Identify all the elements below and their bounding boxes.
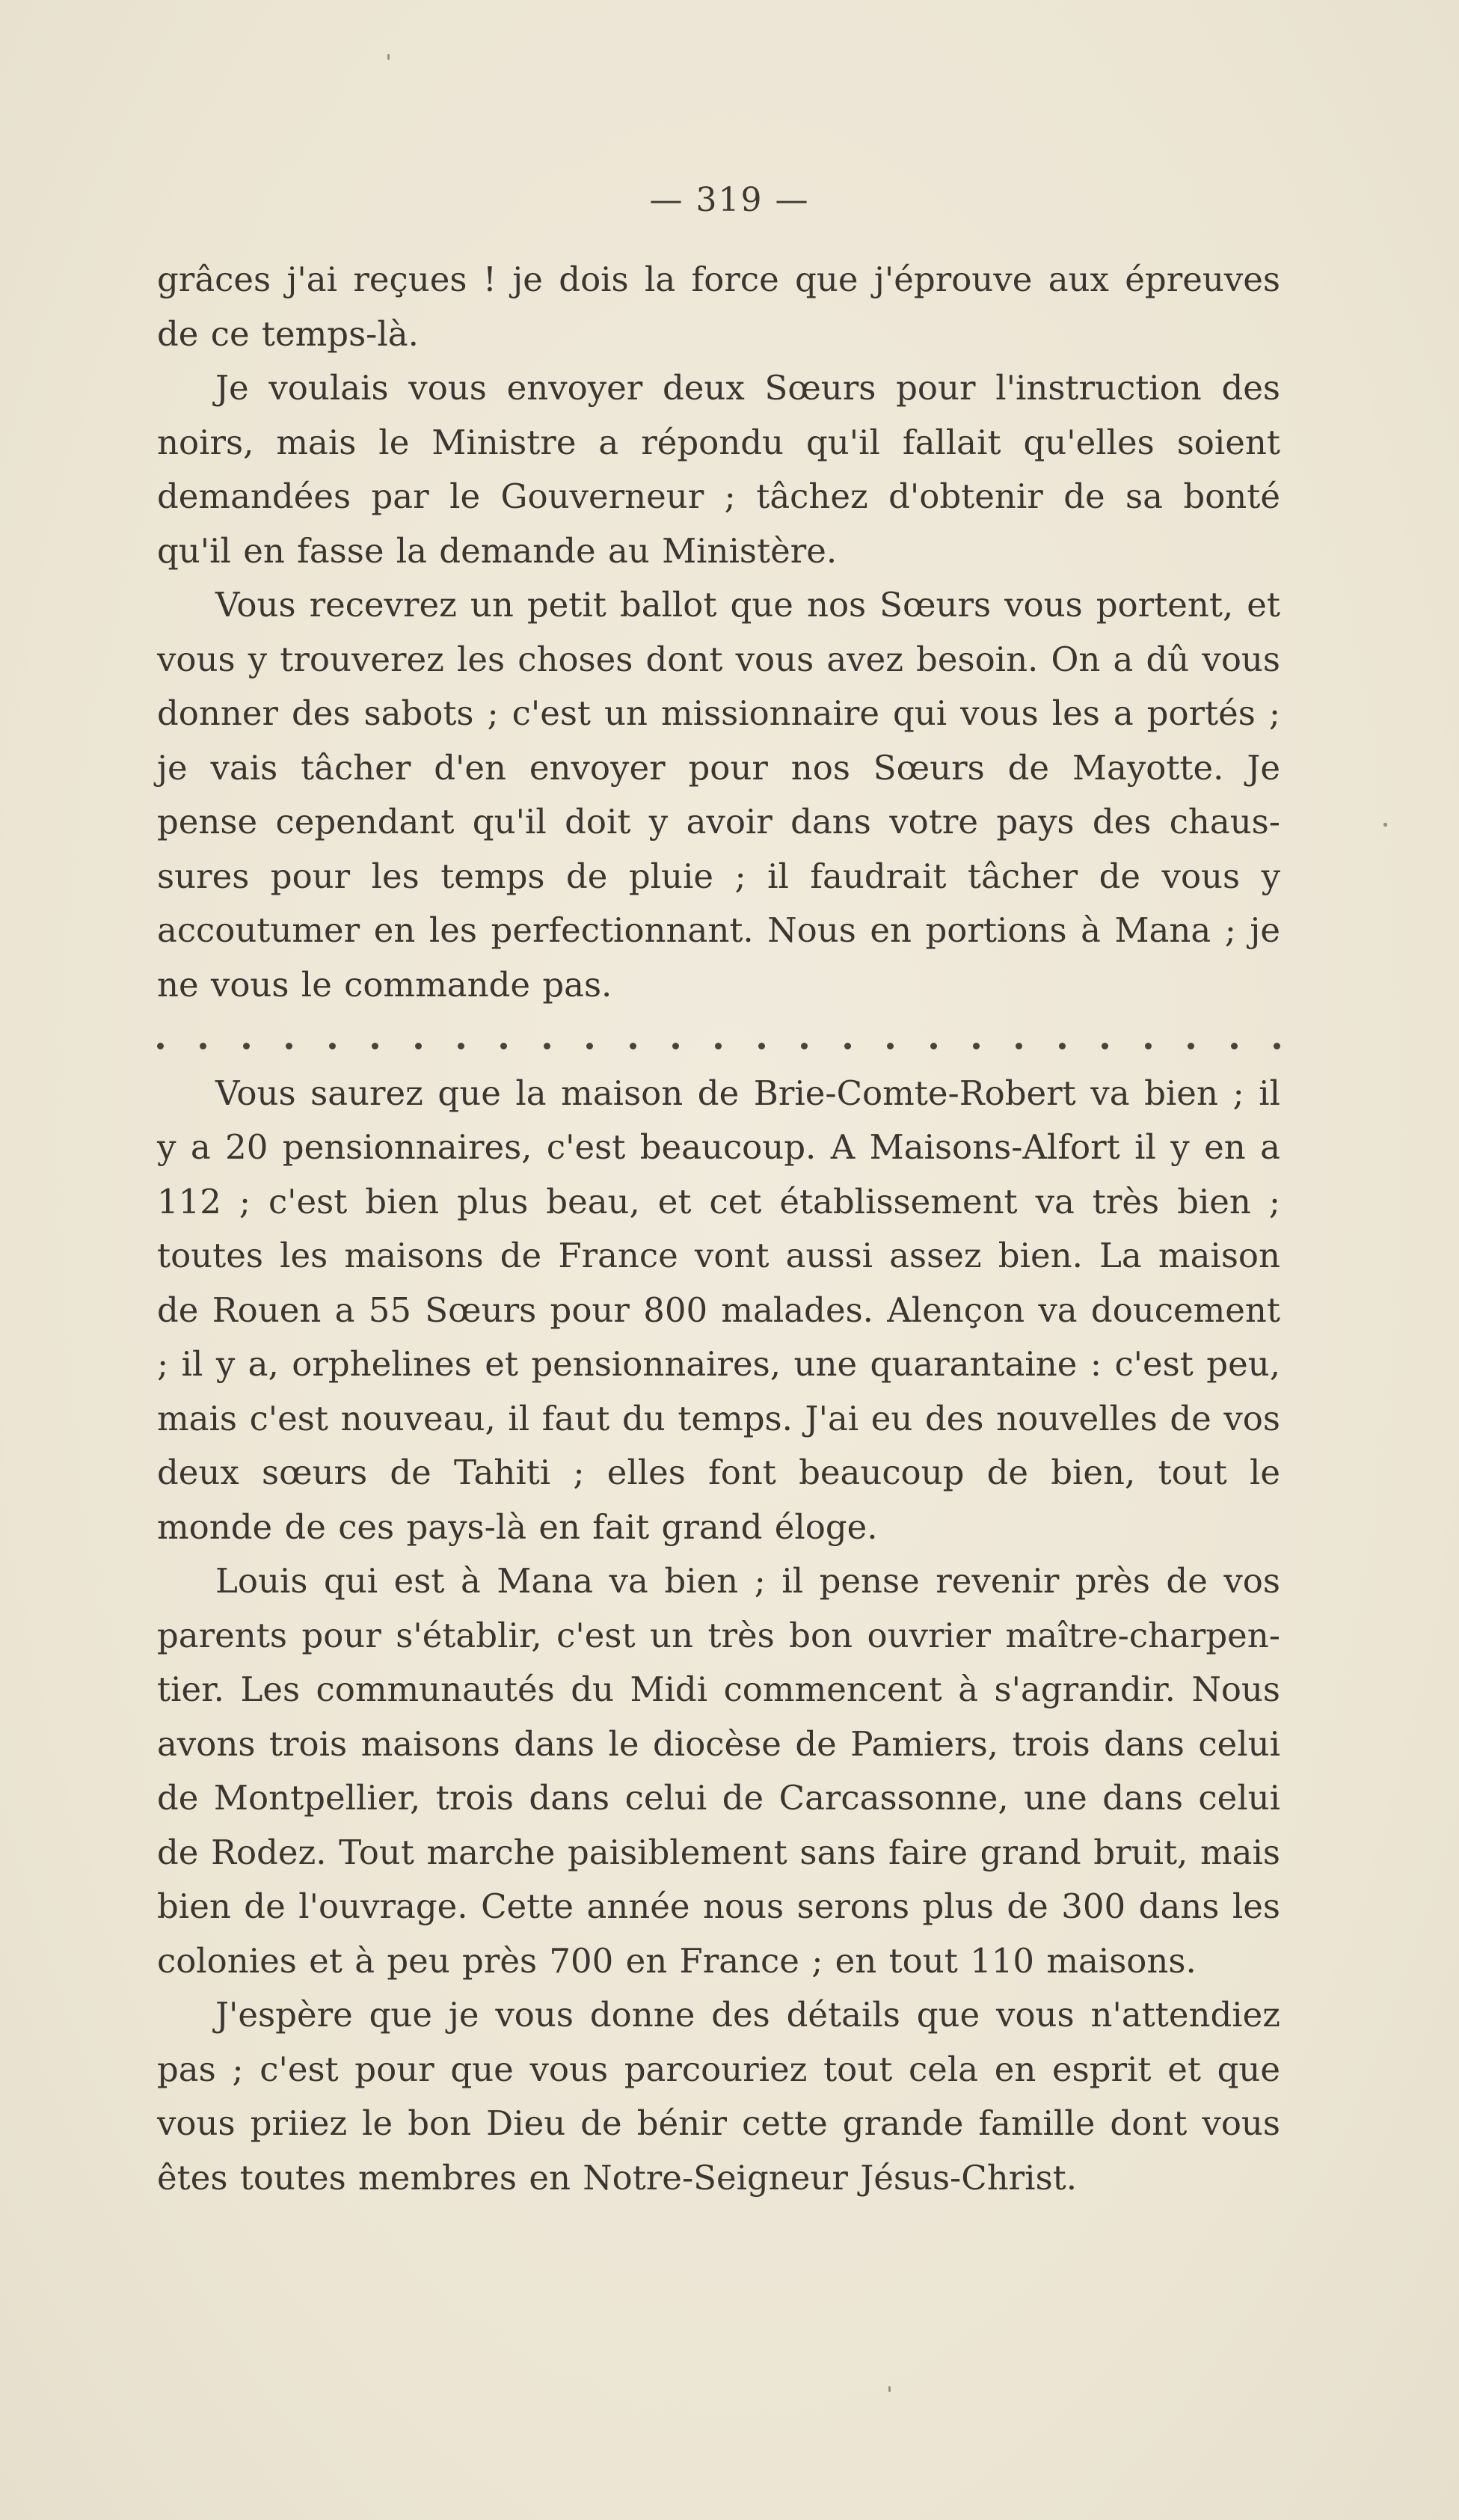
ellipsis-dots-row (157, 1012, 1280, 1067)
ellipsis-dot (758, 1043, 765, 1049)
paragraph-2: Je voulais vous envoyer deux Sœurs pour l'instruction des noirs, mais le Ministre a répondu qu'il fallait qu'elles soient demandées par le Gouverneur ; tâchez d'obtenir de sa bonté qu'il en fasse la demande au Ministère. (157, 368, 1280, 571)
ellipsis-dot (844, 1043, 851, 1049)
paragraph-5: Louis qui est à Mana va bien ; il pense revenir près de vos parents pour s'établir, c'est un très bon ouvrier maître-charpen-tier. Les communautés du Midi commencent à s'agrandir. Nous avons trois maisons dans le diocèse de Pamiers, trois dans celui de Montpellier, trois dans celui de Carcassonne, une dans celui de Rodez. Tout marche paisiblement sans faire grand bruit, mais bien de l'ouvrage. Cette année nous serons plus de 300 dans les colonies et à peu près 700 en France ; en tout 110 maisons. (157, 1561, 1280, 1981)
ellipsis-dot (887, 1043, 894, 1049)
ellipsis-dot (1016, 1043, 1022, 1049)
ellipsis-dot (1102, 1043, 1108, 1049)
page-number: — 319 — (649, 181, 810, 219)
paper-speck (888, 2386, 891, 2392)
ellipsis-dot (157, 1043, 164, 1049)
ellipsis-dot (372, 1043, 378, 1049)
paragraph-1: grâces j'ai reçues ! je dois la force que j'éprouve aux épreuves de ce temps-là. (157, 260, 1280, 354)
ellipsis-dot (415, 1043, 422, 1049)
ellipsis-dot (801, 1043, 808, 1049)
ellipsis-dot (243, 1043, 250, 1049)
ellipsis-dot (1059, 1043, 1066, 1049)
ellipsis-dot (930, 1043, 937, 1049)
ellipsis-dot (200, 1043, 206, 1049)
body-text (157, 253, 1280, 2205)
ellipsis-dot (586, 1043, 593, 1049)
paragraph-3: Vous recevrez un petit ballot que nos Sœurs vous portent, et vous y trouverez les choses dont vous avez besoin. On a dû vous donner des sabots ; c'est un missionnaire qui vous les a portés ; je vais tâcher d'en envoyer pour nos Sœurs de Mayotte. Je pense cependant qu'il doit y avoir dans votre pays des chaus-sures pour les temps de pluie ; il faudrait tâcher de vous y accoutumer en les perfectionnant. Nous en portions à Mana ; je ne vous le commande pas. (157, 585, 1280, 1005)
ellipsis-dot (458, 1043, 464, 1049)
ellipsis-dot (500, 1043, 507, 1049)
ellipsis-dot (544, 1043, 550, 1049)
ellipsis-dot (630, 1043, 636, 1049)
ellipsis-dot (1188, 1043, 1194, 1049)
ellipsis-dot (1145, 1043, 1152, 1049)
paragraph-4: Vous saurez que la maison de Brie-Comte-Robert va bien ; il y a 20 pensionnaires, c'est beaucoup. A Maisons-Alfort il y en a 112 ; c'est bien plus beau, et cet établissement va très bien ; toutes les maisons de France vont aussi assez bien. La maison de Rouen a 55 Sœurs pour 800 malades. Alençon va doucement ; il y a, orphelines et pensionnaires, une quarantaine : c'est peu, mais c'est nouveau, il faut du temps. J'ai eu des nouvelles de vos deux sœurs de Tahiti ; elles font beaucoup de bien, tout le monde de ces pays-là en fait grand éloge. (157, 1073, 1280, 1547)
ellipsis-dot (1231, 1043, 1238, 1049)
paper-speck (387, 54, 390, 60)
ellipsis-dot (329, 1043, 336, 1049)
paper-speck (1383, 823, 1387, 827)
ellipsis-dot (715, 1043, 722, 1049)
ellipsis-dot (1274, 1043, 1280, 1049)
ellipsis-dot (973, 1043, 980, 1049)
ellipsis-dot (286, 1043, 292, 1049)
ellipsis-dot (672, 1043, 679, 1049)
paragraph-6: J'espère que je vous donne des détails que vous n'attendiez pas ; c'est pour que vous parcouriez tout cela en esprit et que vous priiez le bon Dieu de bénir cette grande famille dont vous êtes toutes membres en Notre-Seigneur Jésus-Christ. (157, 1995, 1280, 2198)
